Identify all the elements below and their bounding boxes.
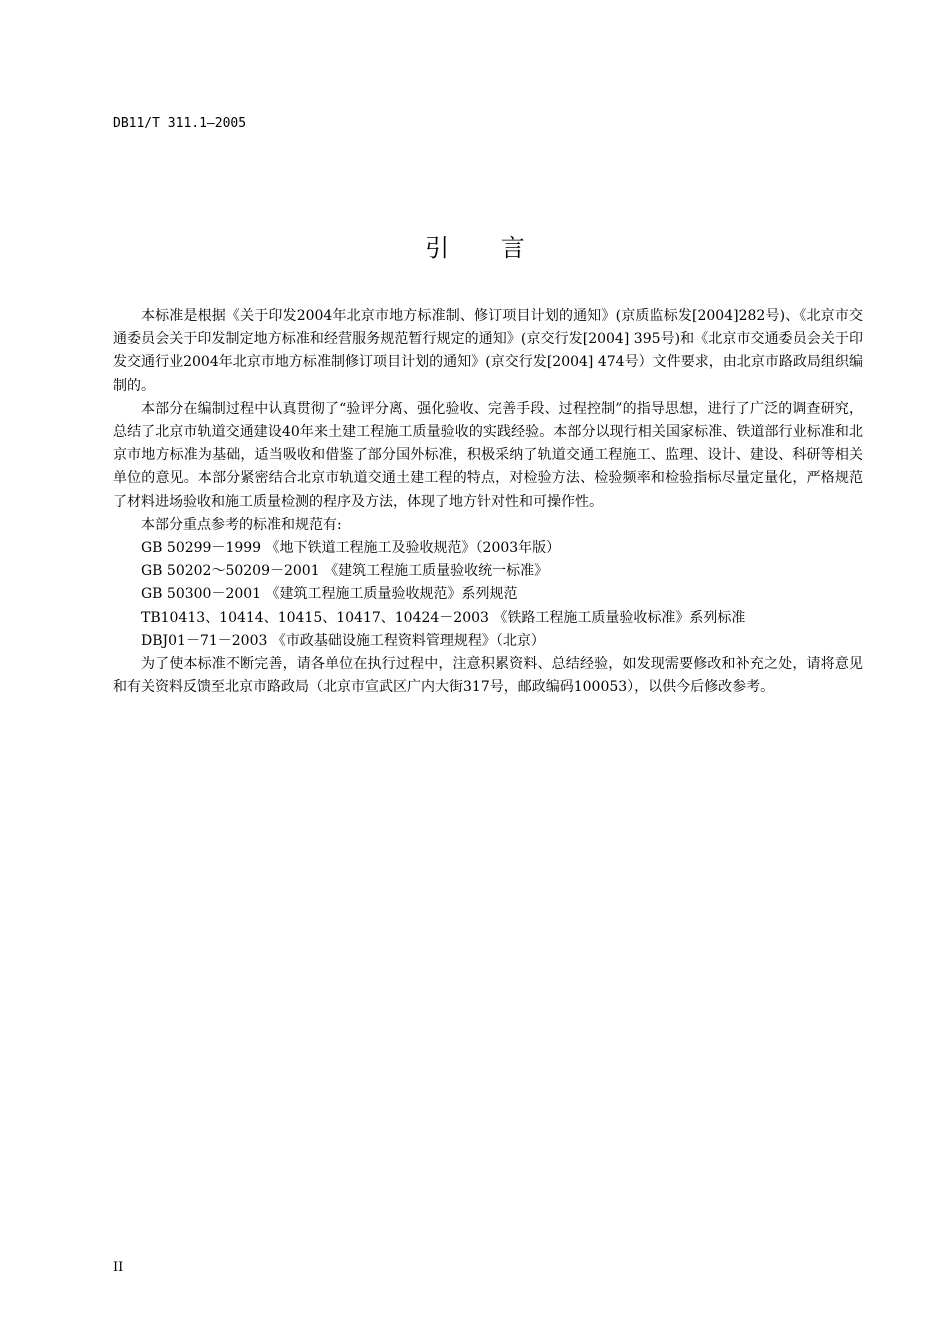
paragraph-references-intro: 本部分重点参考的标准和规范有: (141, 516, 342, 533)
page-number: II (113, 1260, 124, 1275)
reference-item: GB 50202～50209－2001 《建筑工程施工质量验收统一标准》 (141, 563, 549, 580)
reference-item: DBJ01－71－2003 《市政基础设施工程资料管理规程》（北京） (141, 632, 545, 649)
reference-item: GB 50300－2001 《建筑工程施工质量验收规范》系列规范 (141, 586, 518, 603)
paragraph-closing: 为了使本标准不断完善，请各单位在执行过程中，注意积累资料、总结经验，如发现需要修改和补充之处，请将意见和有关资料反馈至北京市路政局（北京市宣武区广内大街317号，邮政编码100053），以供今后修改参考。 (113, 656, 863, 696)
document-body (113, 305, 863, 699)
standard-code-header: DB11/T 311.1—2005 (113, 116, 247, 131)
paragraph-basis: 本标准是根据《关于印发2004年北京市地方标准制、修订项目计划的通知》(京质监标发[2004]282号)、《北京市交通委员会关于印发制定地方标准和经营服务规范暂行规定的通知》(京交行发[2004] 395号)和《北京市交通委员会关于印发交通行业2004年北京市地方标准制修订项目计划的通知》(京交行发[2004] 474号）文件要求，由北京市路政局组织编制的。 (113, 308, 863, 394)
reference-item: TB10413、10414、10415、10417、10424－2003 《铁路工程施工质量验收标准》系列标准 (141, 609, 746, 626)
reference-item: GB 50299－1999 《地下铁道工程施工及验收规范》（2003年版） (141, 540, 561, 557)
page-title: 引 言 (425, 234, 547, 262)
paragraph-guidance: 本部分在编制过程中认真贯彻了“验评分离、强化验收、完善手段、过程控制”的指导思想，进行了广泛的调查研究，总结了北京市轨道交通建设40年来土建工程施工质量验收的实践经验。本部分以现行相关国家标准、铁道部行业标准和北京市地方标准为基础，适当吸收和借鉴了部分国外标准，积极采纳了轨道交通工程施工、监理、设计、建设、科研等相关单位的意见。本部分紧密结合北京市轨道交通土建工程的特点，对检验方法、检验频率和检验指标尽量定量化，严格规范了材料进场验收和施工质量检测的程序及方法，体现了地方针对性和可操作性。 (113, 400, 863, 510)
